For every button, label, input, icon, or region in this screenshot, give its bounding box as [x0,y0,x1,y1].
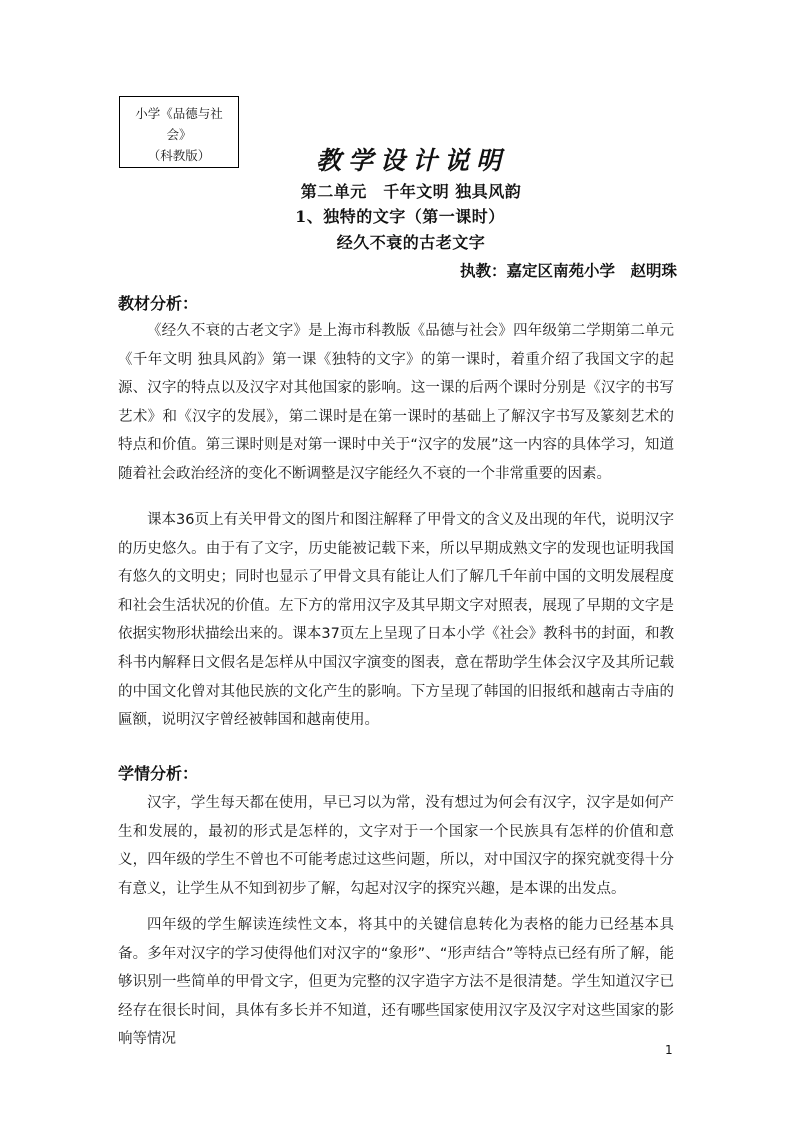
unit-subtitle: 第二单元 千年文明 独具风韵 [300,182,522,201]
document-title: 教学设计说明 [315,146,508,175]
paragraph: 汉字，学生每天都在使用，早已习以为常，没有想过为何会有汉字，汉字是如何产生和发展的，最初的形式是怎样的，文字对于一个国家一个民族具有怎样的价值和意义，四年级的学生不曾也不可能考虑过这些问题，所以，对中国汉字的探究就变得十分有意义，让学生从不知到初步了解，勾起对汉字的探究兴趣，是本课的出发点。 [118,795,674,897]
paragraph: 《经久不衰的古老文字》是上海市科教版《品德与社会》四年级第二学期第二单元《千年文明 独具风韵》第一课《独特的文字》的第一课时，着重介绍了我国文字的起源、汉字的特点以及汉字对其他国家的影响。这一课的后两个课时分别是《汉字的书写艺术》和《汉字的发展》，第二课时是在第一课时的基础上了解汉字书写及篆刻艺术的特点和价值。第三课时则是对第一课时中关于“汉字的发展”这一内容的具体学习，知道随着社会政治经济的变化不断调整是汉字能经久不衰的一个非常重要的因素。 [118,323,674,482]
badge-line: 小学《品德与社 [135,106,223,121]
paragraph: 四年级的学生解读连续性文本，将其中的关键信息转化为表格的能力已经基本具备。多年对汉字的学习使得他们对汉字的“象形”、“形声结合”等特点已经有所了解，能够识别一些简单的甲骨文字，但更为完整的汉字造字方法不是很清楚。学生知道汉字已经存在很长时间，具体有多长并不知道，还有哪些国家使用汉字及汉字对这些国家的影响等情况 [118,917,674,1048]
paragraph: 课本36页上有关甲骨文的图片和图注解释了甲骨文的含义及出现的年代，说明汉字的历史悠久。由于有了文字，历史能被记载下来，所以早期成熟文字的发现也证明我国有悠久的文明史；同时也显示了甲骨文具有能让人们了解几千年前中国的文明发展程度和社会生活状况的价值。左下方的常用汉字及其早期文字对照表，展现了早期的文字是依据实物形状描绘出来的。课本37页左上呈现了日本小学《社会》教科书的封面，和教科书内解释日文假名是怎样从中国汉字演变的图表，意在帮助学生体会汉字及其所记载的中国文化曾对其他民族的文化产生的影响。下方呈现了韩国的旧报纸和越南古寺庙的匾额，说明汉字曾经被韩国和越南使用。 [118,512,674,729]
section-heading-textbook-analysis: 教材分析： [118,294,199,313]
badge-line: （科教版） [147,148,211,163]
topic-subtitle: 经久不衰的古老文字 [336,233,486,252]
section-heading-student-analysis: 学情分析： [118,764,199,783]
badge-line: 会》 [166,127,192,142]
lesson-subtitle: 1、独特的文字（第一课时） [295,207,505,226]
author-line: 执教：嘉定区南苑小学 赵明珠 [459,262,677,280]
page-number: 1 [665,1043,673,1057]
